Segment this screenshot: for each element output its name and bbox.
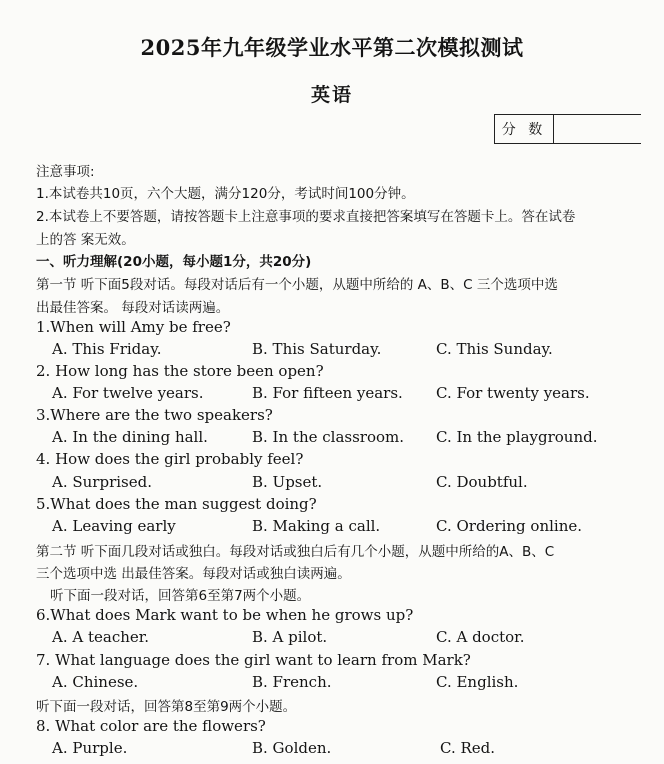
option-c: C. For twenty years. (436, 384, 590, 402)
option-c: C. Red. (440, 739, 496, 757)
question-text: 7. What language does the girl want to learn from Mark? (36, 651, 471, 669)
note-item: 上的答 案无效。 (36, 232, 135, 248)
page-title: 2025年九年级学业水平第二次模拟测试 (140, 35, 524, 60)
question-text: 2. How long has the store been open? (36, 362, 324, 380)
option-a: A. In the dining hall. (52, 428, 208, 446)
subject-title: 英语 (310, 84, 353, 106)
question-text: 1.When will Amy be free? (36, 318, 231, 336)
notes-heading: 注意事项: (36, 164, 95, 180)
option-c: C. A doctor. (436, 628, 525, 646)
part-instruction: 第一节 听下面5段对话。每段对话后有一个小题，从题中所给的 A、B、C 三个选项中选 (36, 277, 558, 293)
dialogue-instruction: 听下面一段对话，回答第6至第7两个小题。 (50, 588, 311, 604)
option-c: C. This Sunday. (436, 340, 553, 358)
option-b: B. Upset. (252, 473, 323, 491)
part-instruction: 第二节 听下面几段对话或独白。每段对话或独白后有几个小题，从题中所给的A、B、C (36, 544, 555, 560)
option-b: B. For fifteen years. (252, 384, 403, 402)
question-text: 4. How does the girl probably feel? (36, 450, 304, 468)
option-c: C. Doubtful. (436, 473, 528, 491)
option-a: A. A teacher. (52, 628, 150, 646)
option-a: A. Purple. (52, 739, 128, 757)
option-a: A. For twelve years. (52, 384, 204, 402)
question-text: 6.What does Mark want to be when he grows up? (36, 606, 414, 624)
option-a: A. Leaving early (52, 517, 176, 535)
dialogue-instruction: 听下面一段对话，回答第8至第9两个小题。 (36, 699, 297, 715)
option-b: B. French. (252, 673, 332, 691)
option-c: C. In the playground. (436, 428, 598, 446)
option-b: B. Making a call. (252, 517, 381, 535)
question-text: 3.Where are the two speakers? (36, 406, 273, 424)
option-b: B. This Saturday. (252, 340, 382, 358)
option-a: A. Surprised. (52, 473, 152, 491)
score-label: 分 数 (495, 115, 554, 143)
part-instruction: 出最佳答案。 每段对话读两遍。 (36, 300, 230, 316)
option-b: B. A pilot. (252, 628, 328, 646)
option-a: A. Chinese. (52, 673, 139, 691)
option-b: B. In the classroom. (252, 428, 405, 446)
question-text: 5.What does the man suggest doing? (36, 495, 317, 513)
question-text: 8. What color are the flowers? (36, 717, 266, 735)
option-a: A. This Friday. (52, 340, 162, 358)
option-c: C. English. (436, 673, 519, 691)
score-blank (554, 115, 641, 143)
note-item: 1.本试卷共10页，六个大题，满分120分，考试时间100分钟。 (36, 186, 415, 202)
section-heading: 一、听力理解(20小题，每小题1分，共20分) (36, 254, 312, 270)
option-c: C. Ordering online. (436, 517, 583, 535)
note-item: 2.本试卷上不要答题，请按答题卡上注意事项的要求直接把答案填写在答题卡上。答在试卷 (36, 209, 576, 225)
score-box (494, 114, 641, 144)
option-b: B. Golden. (252, 739, 332, 757)
part-instruction: 三个选项中选 出最佳答案。每段对话或独白读两遍。 (36, 566, 351, 582)
